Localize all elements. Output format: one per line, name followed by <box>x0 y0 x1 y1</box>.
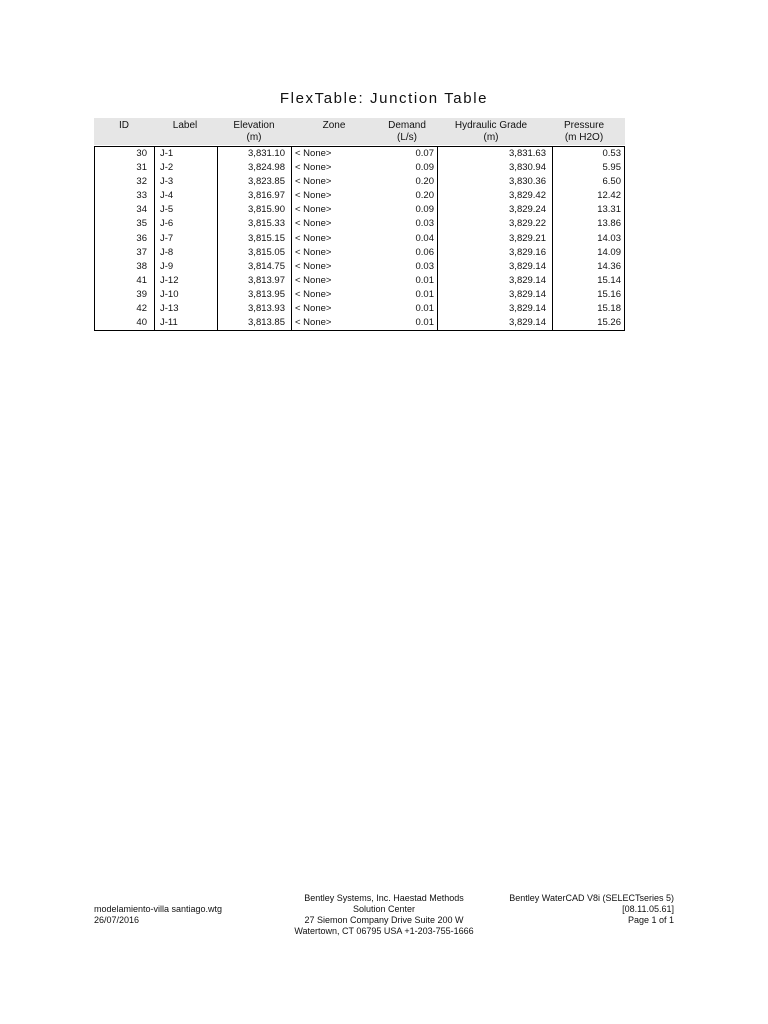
cell-label: J-13 <box>160 303 179 315</box>
table-row <box>95 189 624 203</box>
cell-demand: 0.01 <box>415 317 434 329</box>
cell-id: 39 <box>136 288 147 300</box>
cell-label: J-9 <box>160 260 174 272</box>
footer-filename: modelamiento-villa santiago.wtg <box>94 904 223 914</box>
cell-pressure: 15.18 <box>597 303 621 315</box>
cell-hgl: 3,831.63 <box>509 148 546 159</box>
col-header-pressure-label: Pressure <box>563 120 604 131</box>
cell-zone: < None> <box>295 274 332 286</box>
cell-id: 35 <box>136 218 147 230</box>
footer-product <box>454 893 674 926</box>
cell-elevation: 3,824.98 <box>248 162 285 174</box>
cell-demand: 0.20 <box>415 190 434 202</box>
cell-demand: 0.07 <box>415 148 434 159</box>
table-row <box>95 203 624 217</box>
cell-elevation: 3,816.97 <box>248 190 285 202</box>
cell-elevation: 3,813.97 <box>248 274 285 286</box>
col-header-demand-unit: (L/s) <box>397 132 417 143</box>
table-row <box>95 217 624 231</box>
col-header-demand-label: Demand <box>388 120 426 131</box>
cell-label: J-5 <box>160 204 174 216</box>
cell-pressure: 0.53 <box>602 148 621 159</box>
cell-demand: 0.01 <box>415 274 434 286</box>
col-header-elevation-unit: (m) <box>246 132 262 143</box>
cell-demand: 0.03 <box>415 218 434 230</box>
cell-elevation: 3,815.15 <box>248 232 285 244</box>
cell-pressure: 13.31 <box>597 204 621 216</box>
cell-label: J-2 <box>160 162 174 174</box>
col-header-id-label: ID <box>119 120 129 131</box>
cell-id: 33 <box>136 190 147 202</box>
cell-zone: < None> <box>295 218 332 230</box>
cell-hgl: 3,829.14 <box>509 303 546 315</box>
cell-label: J-11 <box>160 317 178 329</box>
table-row <box>95 302 624 316</box>
col-header-hydraulic-grade-unit: (m) <box>483 132 499 143</box>
table-row <box>95 147 624 161</box>
footer-product-name: Bentley WaterCAD V8i (SELECTseries 5) <box>509 893 674 903</box>
cell-hgl: 3,829.16 <box>509 246 546 258</box>
cell-pressure: 5.95 <box>602 162 621 174</box>
table-row <box>95 288 624 302</box>
cell-elevation: 3,815.90 <box>248 204 285 216</box>
cell-zone: < None> <box>295 162 332 174</box>
cell-pressure: 14.03 <box>597 232 621 244</box>
cell-elevation: 3,813.85 <box>248 317 285 329</box>
cell-hgl: 3,829.14 <box>509 260 546 272</box>
cell-hgl: 3,829.14 <box>509 317 546 329</box>
table-row <box>95 232 624 246</box>
footer-company-line3: 27 Siemon Company Drive Suite 200 W <box>304 915 464 925</box>
cell-hgl: 3,829.22 <box>509 218 546 230</box>
col-header-label-label: Label <box>172 120 198 131</box>
cell-pressure: 14.36 <box>597 260 621 272</box>
cell-pressure: 13.86 <box>597 218 621 230</box>
table-row <box>95 274 624 288</box>
cell-pressure: 6.50 <box>602 176 621 188</box>
footer-company-line1: Bentley Systems, Inc. Haestad Methods <box>304 893 464 903</box>
footer-page-number: Page 1 of 1 <box>627 915 674 925</box>
cell-elevation: 3,813.95 <box>248 288 285 300</box>
cell-label: J-3 <box>160 176 174 188</box>
cell-zone: < None> <box>295 246 332 258</box>
cell-zone: < None> <box>295 260 332 272</box>
cell-id: 40 <box>136 317 147 329</box>
cell-id: 31 <box>136 162 147 174</box>
cell-label: J-10 <box>160 288 179 300</box>
cell-id: 36 <box>136 232 147 244</box>
cell-zone: < None> <box>295 303 332 315</box>
col-header-pressure-unit: (m H2O) <box>564 132 604 143</box>
cell-hgl: 3,830.36 <box>509 176 546 188</box>
cell-demand: 0.03 <box>415 260 434 272</box>
cell-pressure: 12.42 <box>597 190 621 202</box>
junction-table <box>94 146 625 331</box>
cell-zone: < None> <box>295 232 332 244</box>
page-title: FlexTable: Junction Table <box>279 90 489 107</box>
cell-hgl: 3,829.24 <box>509 204 546 216</box>
cell-demand: 0.04 <box>415 232 434 244</box>
cell-demand: 0.06 <box>415 246 434 258</box>
footer-company-line2: Solution Center <box>352 904 416 914</box>
cell-demand: 0.01 <box>415 288 434 300</box>
footer-company-line4: Watertown, CT 06795 USA +1-203-755-1666 <box>294 926 474 936</box>
cell-demand: 0.09 <box>415 162 434 174</box>
col-header-hydraulic-grade-label: Hydraulic Grade <box>454 120 528 131</box>
cell-id: 37 <box>136 246 147 258</box>
cell-label: J-1 <box>160 148 174 159</box>
cell-elevation: 3,813.93 <box>248 303 285 315</box>
col-header-elevation <box>216 120 292 144</box>
table-row <box>95 316 624 330</box>
cell-zone: < None> <box>295 190 332 202</box>
cell-hgl: 3,829.14 <box>509 274 546 286</box>
cell-demand: 0.20 <box>415 176 434 188</box>
col-header-elevation-label: Elevation <box>233 120 275 131</box>
cell-elevation: 3,823.85 <box>248 176 285 188</box>
cell-id: 42 <box>136 303 147 315</box>
footer-file-info <box>94 904 222 926</box>
col-header-hydraulic-grade <box>438 120 544 144</box>
cell-label: J-7 <box>160 232 174 244</box>
cell-pressure: 15.26 <box>597 317 621 329</box>
cell-label: J-8 <box>160 246 174 258</box>
cell-pressure: 15.16 <box>597 288 621 300</box>
cell-demand: 0.09 <box>415 204 434 216</box>
cell-label: J-12 <box>160 274 179 286</box>
table-row <box>95 246 624 260</box>
footer-version: [08.11.05.61] <box>622 904 674 914</box>
cell-hgl: 3,829.14 <box>509 288 546 300</box>
cell-elevation: 3,814.75 <box>248 260 285 272</box>
cell-elevation: 3,815.05 <box>248 246 285 258</box>
table-row <box>95 175 624 189</box>
cell-pressure: 15.14 <box>597 274 621 286</box>
col-header-demand <box>376 120 438 144</box>
col-header-label <box>154 120 216 132</box>
cell-id: 30 <box>136 148 147 159</box>
table-row <box>95 161 624 175</box>
cell-zone: < None> <box>295 176 332 188</box>
cell-hgl: 3,830.94 <box>509 162 546 174</box>
cell-elevation: 3,815.33 <box>248 218 285 230</box>
col-header-zone-label: Zone <box>322 120 346 131</box>
cell-label: J-4 <box>160 190 174 202</box>
cell-label: J-6 <box>160 218 174 230</box>
cell-demand: 0.01 <box>415 303 434 315</box>
cell-zone: < None> <box>295 204 332 216</box>
cell-hgl: 3,829.42 <box>509 190 546 202</box>
footer-date: 26/07/2016 <box>94 915 140 925</box>
table-header <box>94 118 625 145</box>
col-header-id <box>94 120 154 132</box>
col-header-zone <box>292 120 376 132</box>
cell-id: 32 <box>136 176 147 188</box>
cell-pressure: 14.09 <box>597 246 621 258</box>
col-header-pressure <box>544 120 624 144</box>
cell-id: 41 <box>136 274 147 286</box>
cell-hgl: 3,829.21 <box>509 232 546 244</box>
cell-zone: < None> <box>295 288 332 300</box>
cell-zone: < None> <box>295 317 332 329</box>
cell-elevation: 3,831.10 <box>248 148 285 159</box>
cell-zone: < None> <box>295 148 332 159</box>
table-row <box>95 260 624 274</box>
cell-id: 38 <box>136 260 147 272</box>
cell-id: 34 <box>136 204 147 216</box>
